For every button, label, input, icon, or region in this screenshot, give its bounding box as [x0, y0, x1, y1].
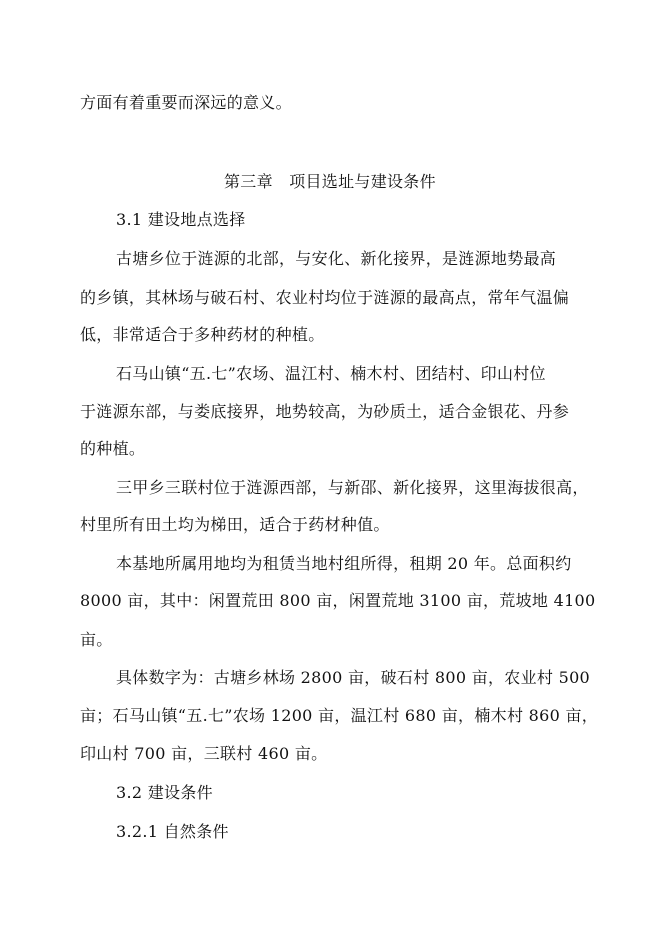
paragraph-line: 亩；石马山镇“五.七”农场 1200 亩，温江村 680 亩，楠木村 860 亩， — [80, 706, 599, 725]
paragraph-line: 于涟源东部，与娄底接界，地势较高，为砂质土，适合金银花、丹参 — [80, 402, 570, 421]
paragraph-line: 古塘乡位于涟源的北部，与安化、新化接界，是涟源地势最高 — [116, 249, 557, 268]
paragraph-line: 具体数字为：古塘乡林场 2800 亩，破石村 800 亩，农业村 500 — [116, 668, 591, 687]
intro-tail-text: 方面有着重要而深远的意义。 — [80, 93, 292, 112]
paragraph-line: 8000 亩，其中：闲置荒田 800 亩，闲置荒地 3100 亩，荒坡地 4100 — [80, 591, 596, 610]
section-3-2-heading: 3.2 建设条件 — [116, 783, 213, 802]
paragraph-line: 三甲乡三联村位于涟源西部，与新邵、新化接界，这里海拔很高， — [116, 478, 589, 497]
paragraph-line: 的种植。 — [80, 439, 146, 458]
paragraph-line: 村里所有田土均为梯田，适合于药材种值。 — [80, 515, 390, 534]
paragraph-line: 石马山镇“五.七”农场、温江村、楠木村、团结村、印山村位 — [116, 364, 546, 383]
paragraph-line: 亩。 — [80, 630, 113, 649]
chapter-title: 第三章 项目选址与建设条件 — [224, 172, 436, 191]
section-3-1-heading: 3.1 建设地点选择 — [116, 210, 246, 229]
paragraph-line: 的乡镇，其林场与破石村、农业村均位于涟源的最高点，常年气温偏 — [80, 288, 570, 307]
subsection-3-2-1-heading: 3.2.1 自然条件 — [116, 822, 229, 841]
paragraph-line: 印山村 700 亩，三联村 460 亩。 — [80, 744, 328, 763]
paragraph-line: 本基地所属用地均为租赁当地村组所得，租期 20 年。总面积约 — [116, 554, 572, 573]
paragraph-line: 低，非常适合于多种药材的种植。 — [80, 325, 325, 344]
